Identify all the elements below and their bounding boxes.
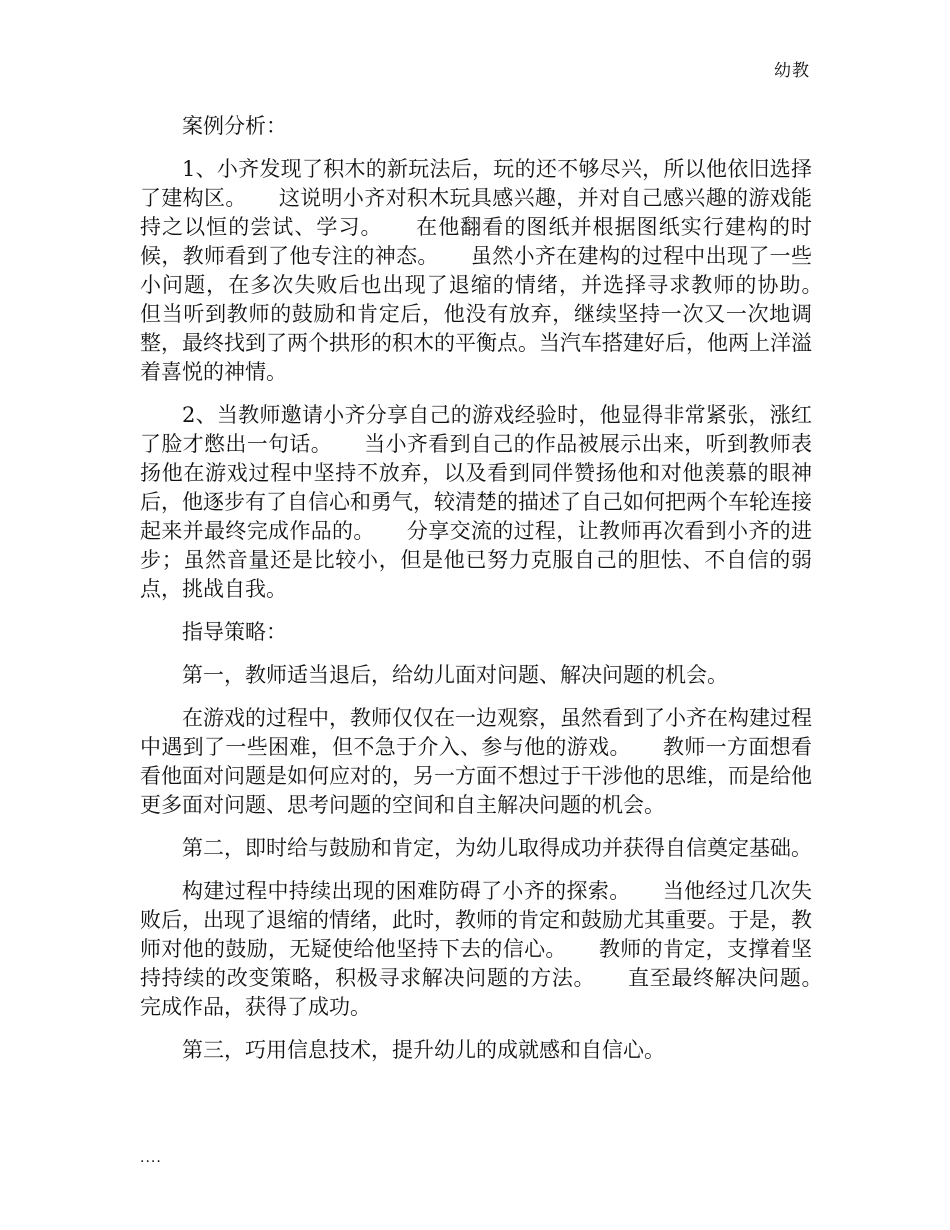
document-body (140, 112, 854, 1079)
paragraph: 构建过程中持续出现的困难防碍了小齐的探索。 当他经过几次失败后，出现了退缩的情绪，此时，教师的肯定和鼓励尤其重要。于是，教师对他的鼓励，无疑使给他坚持下去的信心。 教师的肯定，支撑着坚持持续的改变策略，积极寻求解决问题的方法。 直至最终解决问题。 完成作品，获得了成功。 (140, 879, 854, 1019)
footer-mark: .... (140, 1150, 162, 1166)
section-heading-analysis: 案例分析： (182, 114, 287, 138)
section-heading-strategy: 指导策略： (182, 620, 287, 644)
paragraph: 2、当教师邀请小齐分享自己的游戏经验时，他显得非常紧张，涨红了脸才憋出一句话。 当小齐看到自己的作品被展示出来，听到教师表扬他在游戏过程中坚持不放弃，以及看到同伴赞扬他和对他羡慕的眼神后，他逐步有了自信心和勇气，较清楚的描述了自己如何把两个车轮连接起来并最终完成作品的。 分享交流的过程，让教师再次看到小齐的进步；虽然音量还是比较小，但是他已努力克服自己的胆怯、不自信的弱点，挑战自我。 (140, 403, 812, 601)
paragraph: 1、小齐发现了积木的新玩法后，玩的还不够尽兴，所以他依旧选择了建构区。 这说明小齐对积木玩具感兴趣，并对自己感兴趣的游戏能持之以恒的尝试、学习。 在他翻看的图纸并根据图纸实行建构的时候，教师看到了他专注的神态。 虽然小齐在建构的过程中出现了一些小问题，在多次失败后也出现了退缩的情绪，并选择寻求教师的协助。 但当听到教师的鼓励和肯定后，他没有放弃，继续坚持一次又一次地调整，最终找到了两个拱形的积木的平衡点。当汽车搭建好后，他两上洋溢着喜悦的神情。 (140, 157, 854, 384)
strategy-point: 第二，即时给与鼓励和肯定，为幼儿取得成功并获得自信奠定基础。 (182, 836, 812, 860)
paragraph: 在游戏的过程中，教师仅仅在一边观察，虽然看到了小齐在构建过程中遇到了一些困难，但不急于介入、参与他的游戏。 教师一方面想看看他面对问题是如何应对的，另一方面不想过于干涉他的思维，而是给他更多面对问题、思考问题的空间和自主解决问题的机会。 (140, 706, 812, 817)
header-tag: 幼教 (774, 61, 810, 81)
strategy-point: 第三，巧用信息技术，提升幼儿的成就感和自信心。 (182, 1038, 665, 1062)
strategy-point: 第一，教师适当退后，给幼儿面对问题、解决问题的机会。 (182, 663, 728, 687)
